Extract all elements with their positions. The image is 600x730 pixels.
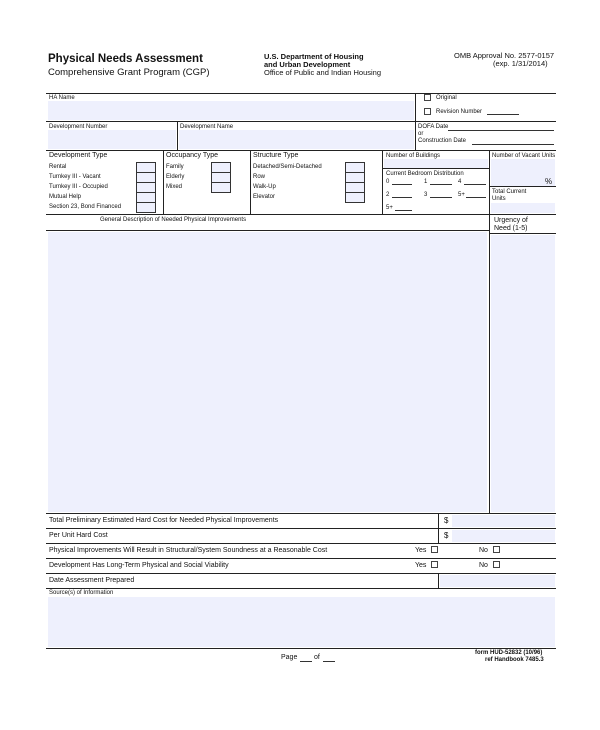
dofa-date-field[interactable]	[448, 130, 554, 131]
urgency-textarea[interactable]	[491, 235, 555, 512]
bedroom-5-label: 5+	[458, 192, 465, 198]
description-label: General Description of Needed Physical Improvements	[100, 217, 247, 223]
dev-type-section23-label: Section 23, Bond Financed	[49, 204, 122, 210]
construction-date-field[interactable]	[472, 144, 554, 145]
viability-no-label: No	[479, 562, 488, 569]
page-number-field[interactable]	[300, 661, 312, 662]
bedroom-0-field[interactable]	[392, 184, 412, 185]
form-subtitle: Comprehensive Grant Program (CGP)	[48, 67, 210, 78]
dev-type-turnkey-vacant-label: Turnkey III - Vacant	[49, 174, 101, 180]
sources-label: Source(s) of Information	[49, 590, 114, 596]
bedroom-3-label: 3	[424, 192, 428, 198]
construction-date-label: Construction Date	[418, 138, 467, 144]
current-units-label-2: Units	[492, 196, 506, 202]
bedroom-4-label: 4	[458, 179, 462, 185]
current-units-field[interactable]	[491, 203, 555, 213]
occupancy-mixed-box[interactable]	[211, 182, 231, 193]
dev-type-section23-box[interactable]	[136, 202, 156, 213]
ha-name-field[interactable]	[48, 101, 414, 120]
per-unit-cost-dollar: $	[444, 531, 449, 540]
date-prepared-label: Date Assessment Prepared	[49, 577, 135, 584]
number-of-buildings-field[interactable]	[384, 159, 488, 168]
urgency-label-2: Need (1-5)	[494, 225, 528, 232]
current-units-label-1: Total Current	[492, 189, 527, 195]
structure-type-label: Structure Type	[253, 152, 299, 159]
form-number: form HUD-52832 (10/96)	[475, 650, 543, 656]
date-prepared-field[interactable]	[440, 575, 555, 587]
omb-expiration: (exp. 1/31/2014)	[493, 59, 548, 68]
development-name-field[interactable]	[179, 130, 414, 149]
occupancy-elderly-label: Elderly	[166, 174, 185, 180]
occupancy-type-label: Occupancy Type	[166, 152, 219, 159]
structure-elevator-label: Elevator	[253, 194, 276, 200]
viability-yes-label: Yes	[415, 562, 427, 569]
or-label: or	[418, 131, 424, 137]
development-name-label: Development Name	[180, 124, 234, 130]
ha-name-label: HA Name	[49, 95, 75, 101]
dev-type-turnkey-occupied-label: Turnkey III - Occupied	[49, 184, 108, 190]
dev-type-rental-label: Rental	[49, 164, 67, 170]
revision-number-field[interactable]	[487, 114, 519, 115]
structure-elevator-box[interactable]	[345, 192, 365, 203]
bedroom-0-label: 0	[386, 179, 390, 185]
structure-row-label: Row	[253, 174, 266, 180]
structural-no-label: No	[479, 547, 488, 554]
structure-walkup-label: Walk-Up	[253, 184, 276, 190]
sources-textarea[interactable]	[48, 597, 555, 647]
bedroom-1-field[interactable]	[430, 184, 452, 185]
structural-yes-label: Yes	[415, 547, 427, 554]
number-of-buildings-label: Number of Buildings	[386, 153, 441, 159]
handbook-reference: ref Handbook 7485.3	[485, 657, 544, 663]
structural-yes-checkbox[interactable]	[431, 546, 438, 553]
bedroom-2-label: 2	[386, 192, 390, 198]
structural-no-checkbox[interactable]	[493, 546, 500, 553]
bedroom-2-field[interactable]	[392, 197, 412, 198]
per-unit-cost-label: Per Unit Hard Cost	[49, 532, 108, 539]
omb-approval: OMB Approval No. 2577-0157	[454, 51, 555, 60]
structural-soundness-label: Physical Improvements Will Result in Structural/System Soundness at a Reasonable Cost	[49, 547, 328, 554]
occupancy-family-label: Family	[166, 164, 184, 170]
revision-checkbox[interactable]	[424, 108, 431, 115]
percent-sign: %	[545, 177, 553, 186]
agency-line-3: Office of Public and Indian Housing	[264, 68, 382, 77]
page-label: Page	[281, 654, 298, 661]
viability-no-checkbox[interactable]	[493, 561, 500, 568]
hard-cost-field[interactable]	[452, 515, 555, 527]
viability-yes-checkbox[interactable]	[431, 561, 438, 568]
vacant-units-label: Number of Vacant Units	[492, 153, 556, 159]
dev-type-mutual-help-label: Mutual Help	[49, 194, 82, 200]
per-unit-cost-field[interactable]	[452, 530, 555, 542]
structure-detached-label: Detached/Semi-Detached	[253, 164, 322, 170]
page-total-field[interactable]	[323, 661, 335, 662]
revision-number-label: Revision Number	[436, 109, 483, 115]
form-title: Physical Needs Assessment	[48, 53, 203, 65]
hard-cost-dollar: $	[444, 516, 449, 525]
dofa-date-label: DOFA Date	[418, 124, 449, 130]
agency-line-1: U.S. Department of Housing	[264, 52, 364, 61]
original-checkbox[interactable]	[424, 94, 431, 101]
development-type-label: Development Type	[49, 152, 108, 159]
bedroom-4-field[interactable]	[464, 184, 486, 185]
bedroom-5plus-label: 5+	[386, 205, 393, 211]
bedroom-3-field[interactable]	[430, 197, 452, 198]
development-number-label: Development Number	[49, 124, 108, 130]
original-label: Original	[436, 95, 457, 101]
bedroom-5plus-field[interactable]	[395, 210, 412, 211]
of-label: of	[314, 654, 320, 661]
occupancy-mixed-label: Mixed	[166, 184, 183, 190]
development-number-field[interactable]	[48, 130, 176, 149]
agency-line-2: and Urban Development	[264, 60, 351, 69]
viability-label: Development Has Long-Term Physical and Social Viability	[49, 562, 229, 569]
description-textarea[interactable]	[48, 232, 487, 512]
bedroom-5-field[interactable]	[466, 197, 486, 198]
hard-cost-label: Total Preliminary Estimated Hard Cost for Needed Physical Improvements	[49, 517, 279, 524]
urgency-label-1: Urgency of	[494, 217, 528, 224]
bedroom-distribution-label: Current Bedroom Distribution	[386, 171, 464, 177]
bedroom-1-label: 1	[424, 179, 428, 185]
